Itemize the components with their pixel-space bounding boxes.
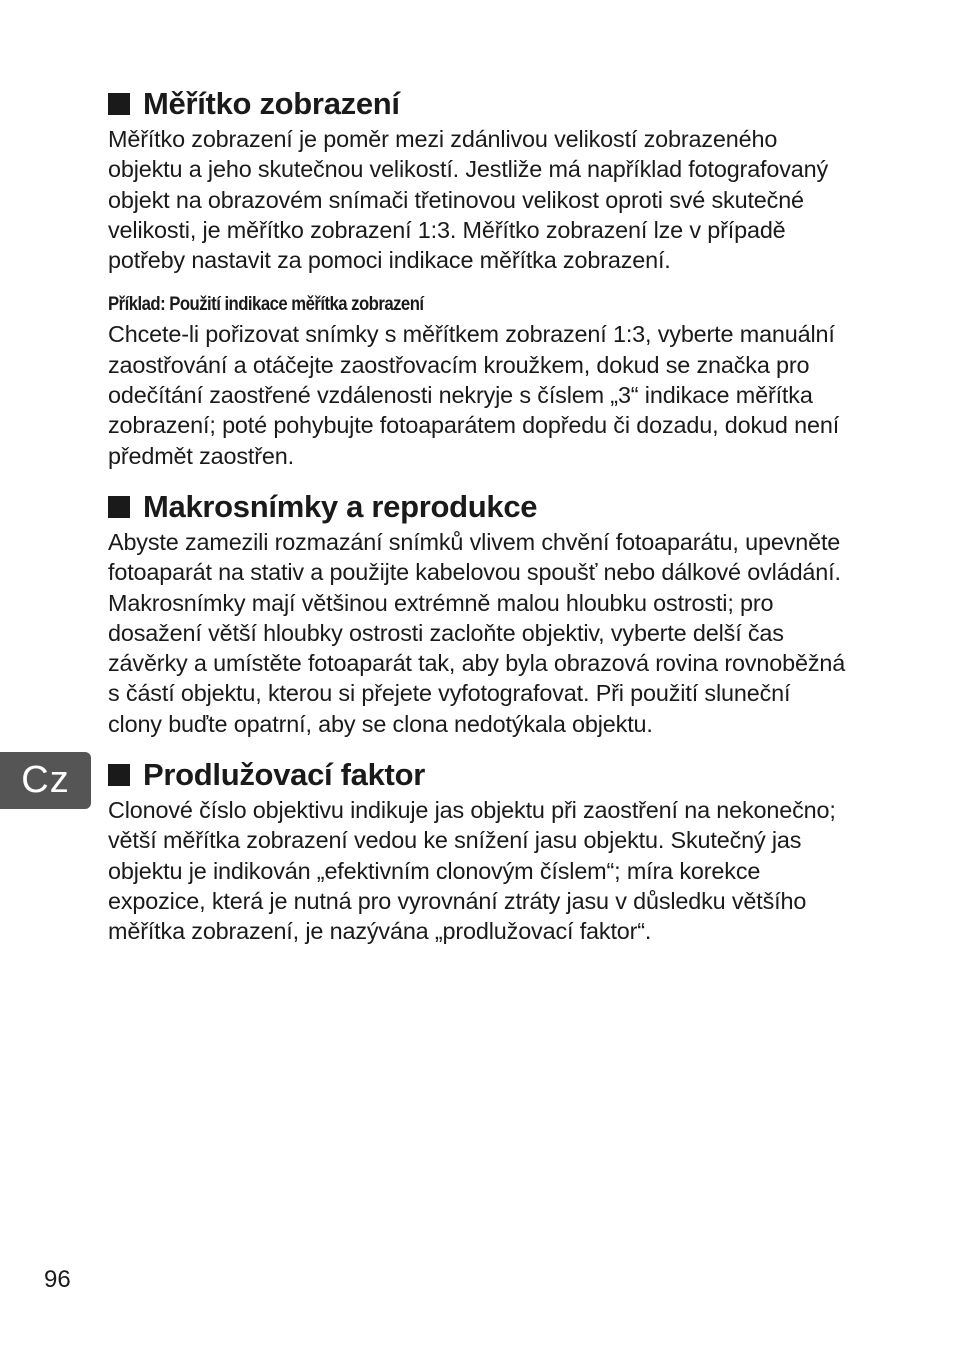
example-title: Příklad: Použití indikace měřítka zobrazení <box>108 294 424 316</box>
black-square-icon <box>108 496 130 518</box>
section-heading-text: Makrosnímky a reprodukce <box>143 488 538 524</box>
language-tab-label: Cz <box>21 759 70 801</box>
example-text: Chcete-li pořizovat snímky s měřítkem zobrazení 1:3, vyberte manuální zaostřování a otáčejte zaostřovacím kroužkem, dokud se značka pro odečítání zaostřené vzdálenosti nekryje s číslem „3“ indikace měřítka zobrazení; poté pohybujte fotoaparátem dopředu či dozadu, dokud není předmět zaostřen. <box>108 321 840 469</box>
page-number: 96 <box>44 1266 71 1293</box>
section-paragraph: Abyste zamezili rozmazání snímků vlivem chvění fotoaparátu, upevněte fotoaparát na stativ a použijte kabelovou spoušť nebo dálkové ovládání. Makrosnímky mají většinou extrémně malou hloubku ostrosti; pro dosažení větší hloubky ostrosti zacloňte objektiv, vyberte delší čas závěrky a umístěte fotoaparát tak, aby byla obrazová rovina rovnoběžná s částí objektu, kterou si přejete vyfotografovat. Při použití sluneční clony buďte opatrní, aby se clona nedotýkala objektu. <box>108 528 846 737</box>
section-makrosnimky <box>108 487 848 739</box>
section-heading <box>108 84 848 124</box>
section-heading <box>108 755 848 795</box>
section-paragraph: Clonové číslo objektivu indikuje jas objektu při zaostření na nekonečno; větší měřítka zobrazení vedou ke snížení jasu objektu. Skutečný jas objektu je indikován „efektivním clonovým číslem“; míra korekce expozice, která je nutná pro vyrovnání ztráty jasu v důsledku většího měřítka zobrazení, je nazývána „prodlužovací faktor“. <box>108 797 836 945</box>
language-tab <box>0 752 91 809</box>
section-prodluzovaci-faktor <box>108 755 848 946</box>
section-heading-text: Prodlužovací faktor <box>143 757 425 793</box>
section-paragraph: Měřítko zobrazení je poměr mezi zdánlivou velikostí zobrazeného objektu a jeho skutečnou velikostí. Jestliže má například fotografovaný objekt na obrazovém snímači třetinovou velikost oproti své skutečné velikosti, je měřítko zobrazení 1:3. Měřítko zobrazení lze v případě potřeby nastavit za pomoci indikace měřítka zobrazení. <box>108 126 829 274</box>
section-meritko-zobrazeni <box>108 84 848 471</box>
section-heading <box>108 487 848 527</box>
section-heading-text: Měřítko zobrazení <box>143 86 400 121</box>
black-square-icon <box>108 93 130 115</box>
black-square-icon <box>108 764 130 786</box>
page-content <box>108 84 848 947</box>
